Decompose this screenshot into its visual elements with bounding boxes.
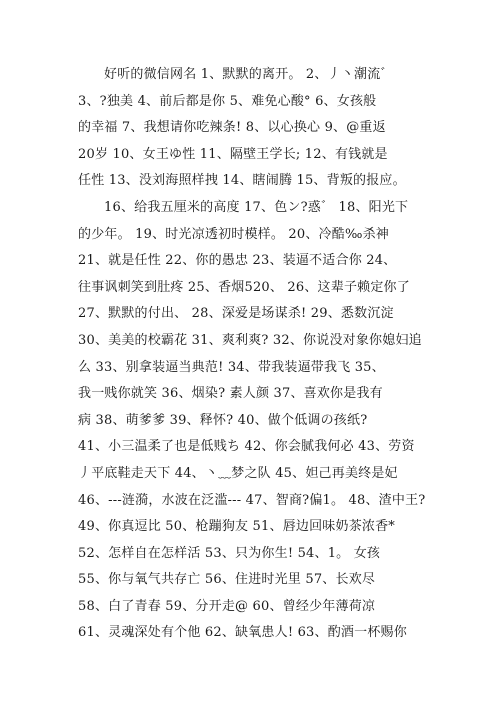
text-line: 么 33、别拿装逼当典范! 34、带我装逼带我飞 35、 [78, 359, 385, 375]
text-line: 58、白了青春 59、分开走@ 60、曾经少年薄荷凉 [78, 598, 376, 614]
text-line: 3、?独美 4、前后都是你 5、难免心酸° 6、女孩般 [78, 93, 377, 109]
text-line: 55、你与氧气共存亡 56、住进时光里 57、长欢尽 [78, 572, 376, 588]
document-body [78, 62, 436, 647]
text-line: 46、---涟漪，水波在泛滥--- 47、智商?偏1。 48、渣中王? [78, 492, 426, 508]
text-line: 61、灵魂深处有个他 62、缺氧患人! 63、酌酒一杯赐你 [78, 625, 407, 641]
text-line: 病 38、萌爹爹 39、释怀? 40、做个低调の孩纸? [78, 412, 368, 428]
text-line: 41、小三温柔了也是低贱ち 42、你会腻我何必 43、劳资 [78, 439, 415, 455]
text-line: 任性 13、没刘海照样拽 14、瞎闹腾 15、背叛的报应。 [78, 173, 406, 189]
text-line: 30、美美的校霸花 31、爽利爽? 32、你说没对象你媳妇追 [78, 332, 422, 348]
text-line: 49、你真逗比 50、枪蹦狗友 51、唇边回味奶茶浓香* [78, 519, 395, 535]
text-line: 的少年。 19、时光凉透初时模样。 20、冷酷‰杀神 [78, 226, 389, 242]
text-line: 往事讽刺笑到肚疼 25、香烟520、 26、这辈子赖定你了 [78, 279, 410, 295]
text-line: 的幸福 7、我想请你吃辣条! 8、以心换心 9、@重返 [78, 120, 386, 136]
text-line: 20岁 10、女王ゆ性 11、隔壁王学长; 12、有钱就是 [78, 146, 388, 162]
text-line: 好听的微信网名 1、默默的离开。 2、丿丶潮流゛ [104, 67, 394, 82]
text-line: 27、默默的付出、 28、深爱是场谋杀! 29、悉数沉淀 [78, 306, 394, 322]
text-line: 丿平底鞋走天下 44、丶﹏梦之队 45、妲己再美终是妃 [78, 465, 398, 481]
text-line: 21、就是任性 22、你的愚忠 23、装逼不适合你 24、 [78, 253, 397, 269]
text-line: 16、给我五厘米的高度 17、色ン?惑゛ 18、阳光下 [104, 199, 409, 215]
text-line: 我一贱你就笑 36、烟染? 素人颜 37、喜欢你是我有 [78, 386, 383, 402]
text-line: 52、怎样自在怎样活 53、只为你生! 54、1。 女孩 [78, 545, 381, 561]
